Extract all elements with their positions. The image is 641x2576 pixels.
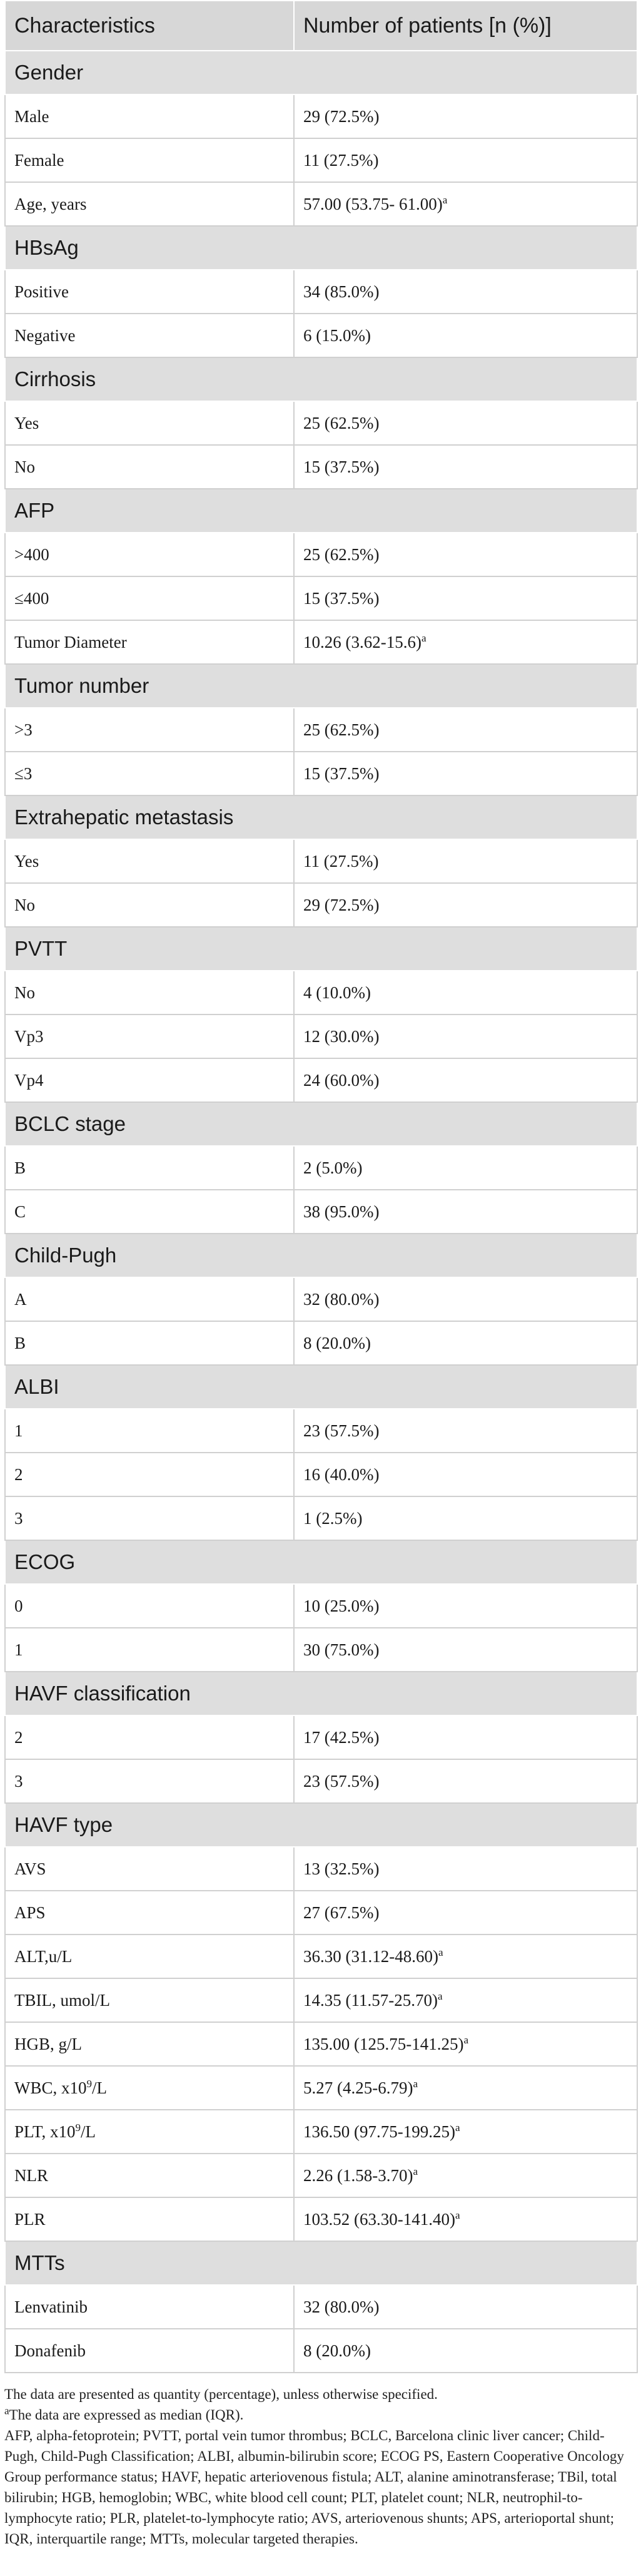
group-label: ALBI (5, 1365, 637, 1409)
value-cell (294, 2110, 637, 2154)
characteristic-cell (5, 1584, 294, 1628)
characteristic-label: No (14, 895, 35, 914)
value-cell (294, 2197, 637, 2241)
patient-count-value: 10 (25.0%) (303, 1596, 380, 1615)
group-label: HAVF type (5, 1803, 637, 1847)
characteristic-cell (5, 1935, 294, 1978)
value-cell (294, 971, 637, 1015)
characteristic-label: Positive (14, 282, 69, 301)
characteristic-label: No (14, 983, 35, 1002)
footnote-median (4, 2405, 637, 2425)
patient-count-value: 17 (42.5%) (303, 1727, 380, 1747)
characteristic-label: TBIL, umol/L (14, 1990, 110, 2010)
table-row (5, 1146, 637, 1190)
table-row (5, 533, 637, 576)
value-cell (294, 533, 637, 576)
group-header-row (5, 664, 637, 708)
characteristic-label: No (14, 457, 35, 476)
median-footnote-marker: a (413, 2165, 418, 2177)
patient-count-value: 29 (72.5%) (303, 106, 380, 126)
characteristic-cell (5, 1409, 294, 1453)
group-label: HBsAg (5, 226, 637, 270)
value-cell (294, 1146, 637, 1190)
characteristic-cell (5, 1891, 294, 1935)
group-header-row (5, 927, 637, 971)
table-row (5, 270, 637, 314)
table-row (5, 1935, 637, 1978)
characteristic-cell (5, 1496, 294, 1540)
table-row (5, 752, 637, 795)
median-footnote-marker: a (437, 1990, 443, 2002)
footnote-median-text: The data are expressed as median (IQR). (9, 2407, 244, 2423)
table-row (5, 1453, 637, 1496)
value-cell (294, 1321, 637, 1365)
value-cell (294, 1715, 637, 1759)
characteristic-cell (5, 2022, 294, 2066)
table-body (5, 51, 637, 2373)
characteristic-label: Vp3 (14, 1026, 44, 1046)
table-row (5, 1015, 637, 1058)
patient-count-value: 34 (85.0%) (303, 282, 380, 301)
patient-count-value: 30 (75.0%) (303, 1640, 380, 1659)
value-cell (294, 138, 637, 182)
table-row (5, 2154, 637, 2197)
header-characteristics: Characteristics (5, 1, 294, 51)
group-label: PVTT (5, 927, 637, 971)
value-cell (294, 839, 637, 883)
characteristic-cell (5, 708, 294, 752)
footnote-presented: The data are presented as quantity (percentage), unless otherwise specified. (4, 2386, 438, 2402)
characteristic-cell (5, 971, 294, 1015)
value-cell (294, 2022, 637, 2066)
value-cell (294, 1015, 637, 1058)
characteristic-cell (5, 2285, 294, 2329)
table-row (5, 182, 637, 226)
characteristic-cell (5, 1759, 294, 1803)
table-row (5, 1584, 637, 1628)
characteristic-cell (5, 533, 294, 576)
characteristic-cell (5, 839, 294, 883)
characteristic-label: NLR (14, 2165, 48, 2185)
table-row (5, 971, 637, 1015)
value-cell (294, 1847, 637, 1891)
characteristic-label: Yes (14, 851, 39, 871)
group-label: Gender (5, 51, 637, 95)
table-row (5, 2022, 637, 2066)
characteristic-label: AVS (14, 1859, 46, 1878)
characteristic-cell (5, 314, 294, 357)
value-cell (294, 1584, 637, 1628)
characteristic-label: Yes (14, 413, 39, 432)
median-footnote-marker: a (442, 193, 448, 206)
group-label: Tumor number (5, 664, 637, 708)
table-row (5, 708, 637, 752)
characteristic-cell (5, 620, 294, 664)
value-cell (294, 2066, 637, 2110)
patient-count-value: 136.50 (97.75-199.25) (303, 2122, 455, 2141)
characteristic-cell (5, 445, 294, 489)
patient-count-value: 8 (20.0%) (303, 1333, 371, 1352)
patient-count-value: 2 (5.0%) (303, 1158, 363, 1177)
patient-count-value: 14.35 (11.57-25.70) (303, 1990, 438, 2010)
value-cell (294, 620, 637, 664)
group-header-row (5, 357, 637, 401)
patient-count-value: 15 (37.5%) (303, 764, 380, 783)
characteristic-label: A (14, 1289, 27, 1309)
characteristic-cell (5, 1628, 294, 1672)
characteristic-label-exponent: 9 (75, 2121, 81, 2134)
value-cell (294, 1190, 637, 1234)
group-label: Extrahepatic metastasis (5, 795, 637, 839)
table-row (5, 1321, 637, 1365)
characteristic-cell (5, 1978, 294, 2022)
characteristic-label: >400 (14, 544, 49, 564)
group-label: MTTs (5, 2241, 637, 2285)
characteristic-label: Age, years (14, 194, 87, 213)
group-header-row (5, 1540, 637, 1584)
patient-count-value: 11 (27.5%) (303, 851, 379, 871)
value-cell (294, 314, 637, 357)
group-header-row (5, 2241, 637, 2285)
characteristic-label: 3 (14, 1508, 23, 1528)
characteristic-label: Vp4 (14, 1070, 44, 1090)
table-row (5, 401, 637, 445)
patient-count-value: 15 (37.5%) (303, 588, 380, 608)
patient-count-value: 36.30 (31.12-48.60) (303, 1946, 438, 1966)
characteristic-cell (5, 883, 294, 927)
value-cell (294, 883, 637, 927)
group-label: BCLC stage (5, 1102, 637, 1146)
characteristic-cell (5, 2066, 294, 2110)
value-cell (294, 95, 637, 138)
characteristic-label: ALT,u/L (14, 1946, 73, 1966)
characteristic-label: Lenvatinib (14, 2297, 88, 2316)
characteristic-label: C (14, 1202, 26, 1221)
characteristic-cell (5, 1321, 294, 1365)
characteristic-label: ≤400 (14, 588, 49, 608)
value-cell (294, 401, 637, 445)
value-cell (294, 708, 637, 752)
characteristic-cell (5, 138, 294, 182)
patient-count-value: 38 (95.0%) (303, 1202, 380, 1221)
characteristic-label: PLT, x10 (14, 2122, 76, 2141)
median-footnote-marker: a (455, 2209, 460, 2221)
value-cell (294, 2285, 637, 2329)
patient-count-value: 8 (20.0%) (303, 2341, 371, 2360)
group-header-row (5, 51, 637, 95)
value-cell (294, 1058, 637, 1102)
group-label: ECOG (5, 1540, 637, 1584)
patient-count-value: 32 (80.0%) (303, 1289, 380, 1309)
characteristic-label: Female (14, 150, 64, 170)
characteristic-cell (5, 576, 294, 620)
characteristic-label: 3 (14, 1771, 23, 1791)
value-cell (294, 2154, 637, 2197)
table-row (5, 620, 637, 664)
patient-count-value: 135.00 (125.75-141.25) (303, 2034, 464, 2053)
patient-count-value: 23 (57.5%) (303, 1421, 380, 1440)
table-row (5, 1978, 637, 2022)
characteristic-label: Tumor Diameter (14, 632, 127, 652)
table-row (5, 445, 637, 489)
characteristic-cell (5, 2110, 294, 2154)
characteristic-cell (5, 182, 294, 226)
characteristic-label: 2 (14, 1464, 23, 1484)
table-row (5, 2110, 637, 2154)
table-row (5, 2066, 637, 2110)
patient-count-value: 10.26 (3.62-15.6) (303, 632, 421, 652)
value-cell (294, 576, 637, 620)
group-label: Cirrhosis (5, 357, 637, 401)
table-row (5, 1409, 637, 1453)
value-cell (294, 1277, 637, 1321)
characteristic-cell (5, 1015, 294, 1058)
value-cell (294, 1978, 637, 2022)
median-footnote-marker: a (455, 2121, 460, 2134)
group-header-row (5, 795, 637, 839)
group-header-row (5, 1234, 637, 1277)
median-footnote-marker: a (421, 631, 426, 644)
characteristic-cell (5, 2197, 294, 2241)
characteristic-label: B (14, 1333, 26, 1352)
table-row (5, 839, 637, 883)
patient-count-value: 57.00 (53.75- 61.00) (303, 194, 443, 213)
value-cell (294, 1496, 637, 1540)
table-row (5, 1277, 637, 1321)
characteristic-label: >3 (14, 720, 33, 739)
table-header-row (5, 1, 637, 51)
table-row (5, 1759, 637, 1803)
group-label: HAVF classification (5, 1672, 637, 1715)
median-footnote-marker: a (413, 2077, 418, 2090)
patient-count-value: 2.26 (1.58-3.70) (303, 2165, 413, 2185)
characteristic-label: Negative (14, 325, 76, 345)
header-number-of-patients: Number of patients [n (%)] (294, 1, 637, 51)
value-cell (294, 1935, 637, 1978)
characteristic-label-unit: /L (81, 2122, 96, 2141)
patient-count-value: 16 (40.0%) (303, 1464, 380, 1484)
group-header-row (5, 1803, 637, 1847)
value-cell (294, 1891, 637, 1935)
table-row (5, 883, 637, 927)
characteristic-label: ≤3 (14, 764, 33, 783)
table-row (5, 2285, 637, 2329)
table-row (5, 1891, 637, 1935)
characteristic-cell (5, 95, 294, 138)
characteristic-label: 1 (14, 1640, 23, 1659)
group-header-row (5, 226, 637, 270)
table-row (5, 95, 637, 138)
group-label: Child-Pugh (5, 1234, 637, 1277)
table-footnotes (4, 2384, 637, 2549)
group-header-row (5, 1102, 637, 1146)
table-row (5, 576, 637, 620)
characteristic-cell (5, 270, 294, 314)
value-cell (294, 1759, 637, 1803)
patient-count-value: 6 (15.0%) (303, 325, 371, 345)
table-row (5, 1190, 637, 1234)
patient-count-value: 11 (27.5%) (303, 150, 379, 170)
table-row (5, 314, 637, 357)
group-label: AFP (5, 489, 637, 533)
characteristic-label: Male (14, 106, 49, 126)
value-cell (294, 270, 637, 314)
patient-count-value: 4 (10.0%) (303, 983, 371, 1002)
characteristic-label: 1 (14, 1421, 23, 1440)
patient-count-value: 103.52 (63.30-141.40) (303, 2209, 455, 2229)
table-row (5, 2329, 637, 2373)
characteristic-cell (5, 1847, 294, 1891)
characteristic-cell (5, 2329, 294, 2373)
group-header-row (5, 1672, 637, 1715)
characteristic-label: 2 (14, 1727, 23, 1747)
table-row (5, 1628, 637, 1672)
characteristic-cell (5, 1277, 294, 1321)
patient-count-value: 25 (62.5%) (303, 413, 380, 432)
characteristic-cell (5, 1715, 294, 1759)
characteristic-label: 0 (14, 1596, 23, 1615)
patient-count-value: 15 (37.5%) (303, 457, 380, 476)
characteristic-cell (5, 1453, 294, 1496)
patient-count-value: 13 (32.5%) (303, 1859, 380, 1878)
characteristic-cell (5, 401, 294, 445)
footnote-median-marker: a (4, 2405, 9, 2417)
table-row (5, 1715, 637, 1759)
patient-count-value: 24 (60.0%) (303, 1070, 380, 1090)
characteristic-label: Donafenib (14, 2341, 86, 2360)
patient-count-value: 5.27 (4.25-6.79) (303, 2078, 413, 2097)
value-cell (294, 1628, 637, 1672)
characteristic-label: APS (14, 1903, 46, 1922)
table-row (5, 2197, 637, 2241)
characteristic-label: B (14, 1158, 26, 1177)
characteristic-label: PLR (14, 2209, 46, 2229)
table-row (5, 138, 637, 182)
group-header-row (5, 489, 637, 533)
patient-count-value: 23 (57.5%) (303, 1771, 380, 1791)
median-footnote-marker: a (438, 1946, 443, 1958)
characteristic-cell (5, 2154, 294, 2197)
table-row (5, 1496, 637, 1540)
table-row (5, 1847, 637, 1891)
characteristic-cell (5, 752, 294, 795)
value-cell (294, 752, 637, 795)
characteristic-cell (5, 1058, 294, 1102)
characteristic-label-unit: /L (92, 2078, 108, 2097)
patient-count-value: 25 (62.5%) (303, 720, 380, 739)
value-cell (294, 1453, 637, 1496)
patient-count-value: 29 (72.5%) (303, 895, 380, 914)
document (4, 0, 637, 2549)
median-footnote-marker: a (463, 2033, 469, 2046)
value-cell (294, 182, 637, 226)
value-cell (294, 445, 637, 489)
characteristic-label: WBC, x10 (14, 2078, 87, 2097)
characteristic-label: HGB, g/L (14, 2034, 82, 2053)
value-cell (294, 1409, 637, 1453)
table-row (5, 1058, 637, 1102)
group-header-row (5, 1365, 637, 1409)
patient-count-value: 1 (2.5%) (303, 1508, 363, 1528)
characteristics-table (4, 0, 638, 2373)
characteristic-cell (5, 1190, 294, 1234)
footnote-abbreviations: AFP, alpha-fetoprotein; PVTT, portal vein tumor thrombus; BCLC, Barcelona clinic liver cancer; Child-Pugh, Child-Pugh Classification; ALBI, albumin-bilirubin score; ECOG PS, Eastern Cooperative Oncology Group performance status; HAVF, hepatic arteriovenous fistula; ALT, alanine aminotransferase; TBil, total bilirubin; HGB, hemoglobin; WBC, white blood cell count; PLT, platelet count; NLR, neutrophil-to-lymphocyte ratio; PLR, platelet-to-lymphocyte ratio; AVS, arteriovenous shunts; APS, arterioportal shunt; IQR, interquartile range; MTTs, molecular targeted therapies. (4, 2428, 624, 2547)
patient-count-value: 12 (30.0%) (303, 1026, 380, 1046)
patient-count-value: 25 (62.5%) (303, 544, 380, 564)
characteristic-label-exponent: 9 (86, 2077, 93, 2090)
patient-count-value: 32 (80.0%) (303, 2297, 380, 2316)
characteristic-cell (5, 1146, 294, 1190)
patient-count-value: 27 (67.5%) (303, 1903, 380, 1922)
value-cell (294, 2329, 637, 2373)
